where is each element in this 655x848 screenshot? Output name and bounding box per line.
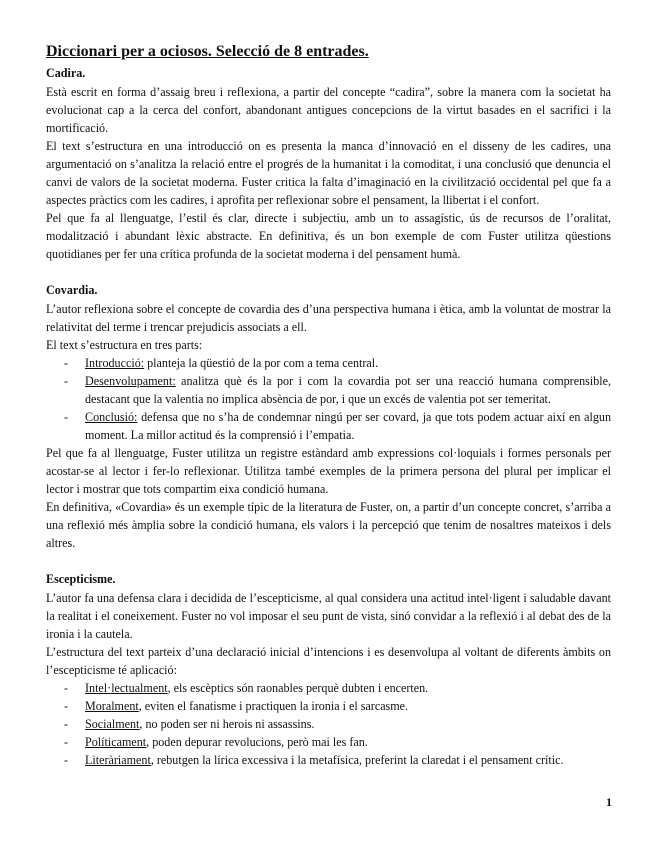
section-heading-escepticisme: Escepticisme. xyxy=(46,572,116,586)
list-item xyxy=(46,408,611,444)
covardia-paragraph-2: En definitiva, «Covardia» és un exemple típic de la literatura de Fuster, on, a partir d’un concepte concret, s’arriba a una reflexió més àmplia sobre la condició humana, els valors i la percepció que tenim de nosaltres mateixos i dels altres. xyxy=(46,500,611,550)
cadira-paragraph-2: El text s’estructura en una introducció on es presenta la manca d’innovació en el disseny de les cadires, una argumentació on s’analitza la relació entre el progrés de la humanitat i la comoditat, i una conclusió que denuncia el canvi de valors de la societat moderna. Fuster critica la falta d’imaginació en la civilització occidental pel que fa a aspectes pràctics com les cadires, i aprofita per reflexionar sobre el pensament, la llibertat i el confort. xyxy=(46,139,611,207)
list-bullet: - xyxy=(64,717,69,731)
section-escepticisme xyxy=(46,570,611,769)
list-item-text: analitza què és la por i com la covardia pot ser una reacció humana comprensible, destacant que la valentia no implica absència de por, i que un excés de valentia pot ser temeritat. xyxy=(85,374,611,406)
section-spacer xyxy=(46,263,611,281)
section-heading-covardia: Covardia. xyxy=(46,283,98,297)
list-item-term: Intel·lectualment xyxy=(85,681,168,695)
section-cadira xyxy=(46,64,611,263)
cadira-paragraph-3: Pel que fa al llenguatge, l’estil és clar, directe i subjectiu, amb un to assagístic, ús de recursos de l’oralitat, modalització i abundant lèxic abstracte. En definitiva, és un bon exemple de com Fuster utilitza qüestions quotidianes per fer una crítica profunda de la societat moderna i del pensament humà. xyxy=(46,211,611,261)
escepticisme-structure-intro: L’estructura del text parteix d’una declaració inicial d’intencions i es desenvolupa al voltant de diferents àmbits on l’escepticisme té aplicació: xyxy=(46,645,611,677)
document-title: Diccionari per a ociosos. Selecció de 8 entrades. xyxy=(46,43,369,60)
list-item xyxy=(46,715,611,733)
page-number: 1 xyxy=(606,795,612,809)
section-heading-cadira: Cadira. xyxy=(46,66,86,80)
section-spacer xyxy=(46,552,611,570)
list-item-term: Socialment xyxy=(85,717,140,731)
list-item-term: Desenvolupament: xyxy=(85,374,176,388)
list-bullet: - xyxy=(64,374,69,388)
covardia-paragraph-1: Pel que fa al llenguatge, Fuster utilitza un registre estàndard amb expressions col·loquials i formes personals per acostar-se al lector i fer-lo reflexionar. Utilitza també exemples de la primera persona del plural per implicar el lector i mostrar que tots compartim eixa condició humana. xyxy=(46,446,611,496)
list-bullet: - xyxy=(64,410,69,424)
cadira-paragraph-1: Està escrit en forma d’assaig breu i reflexiona, a partir del concepte “cadira”, sobre la manera com la societat ha evolucionat cap a la cerca del confort, abandonant antigues concepcions de la virtut basades en el sacrifici i la mortificació. xyxy=(46,85,611,135)
list-item-text: planteja la qüestió de la por com a tema central. xyxy=(144,356,379,370)
escepticisme-areas-list xyxy=(46,679,611,769)
list-item-text: , poden depurar revolucions, però mai les fan. xyxy=(146,735,368,749)
list-item xyxy=(46,751,611,769)
section-covardia xyxy=(46,281,611,552)
list-item-text: , no poden ser ni herois ni assassins. xyxy=(139,717,315,731)
list-item xyxy=(46,679,611,697)
covardia-structure-list xyxy=(46,354,611,444)
list-item xyxy=(46,372,611,408)
list-bullet: - xyxy=(64,753,69,767)
list-item-term: Conclusió: xyxy=(85,410,138,424)
list-item-term: Literàriament xyxy=(85,753,151,767)
covardia-structure-intro: El text s’estructura en tres parts: xyxy=(46,338,203,352)
list-item xyxy=(46,697,611,715)
covardia-intro: L’autor reflexiona sobre el concepte de covardia des d’una perspectiva humana i ètica, amb la voluntat de mostrar la relativitat del terme i trencar prejudicis associats a ell. xyxy=(46,302,611,334)
list-item-text: defensa que no s’ha de condemnar ningú per ser covard, ja que tots podem actuar així en algun moment. La millor actitud és la comprensió i l’empatia. xyxy=(85,410,611,442)
list-item xyxy=(46,354,611,372)
list-bullet: - xyxy=(64,356,69,370)
list-item-term: Introducció: xyxy=(85,356,145,370)
escepticisme-intro: L’autor fa una defensa clara i decidida de l’escepticisme, al qual considera una actitud intel·ligent i saludable davant la realitat i el coneixement. Fuster no vol imposar el seu punt de vista, sinó convidar a la reflexió i al debat des de la ironia i la cautela. xyxy=(46,591,611,641)
list-bullet: - xyxy=(64,681,69,695)
list-bullet: - xyxy=(64,699,69,713)
list-item-text: , els escèptics són raonables perquè dubten i encerten. xyxy=(167,681,429,695)
list-item-text: , rebutgen la lírica excessiva i la metafísica, preferint la claredat i el pensament crític. xyxy=(150,753,564,767)
document-body xyxy=(46,40,611,769)
list-item-text: , eviten el fanatisme i practiquen la ironia i el sarcasme. xyxy=(138,699,409,713)
list-item-term: Políticament xyxy=(85,735,147,749)
list-bullet: - xyxy=(64,735,69,749)
list-item-term: Moralment xyxy=(85,699,139,713)
list-item xyxy=(46,733,611,751)
